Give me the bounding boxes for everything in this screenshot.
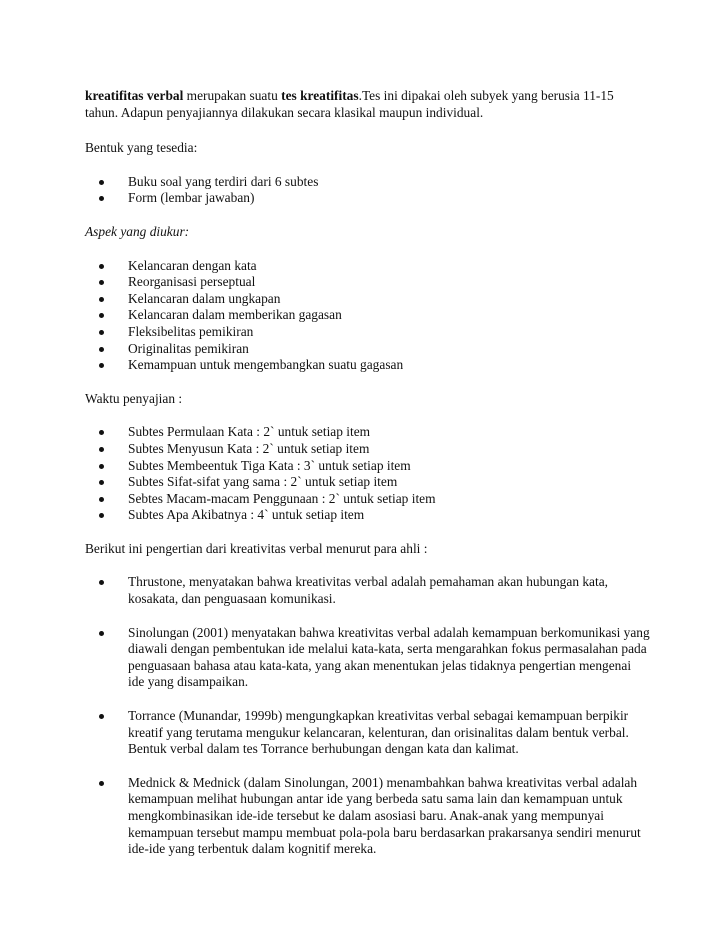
list-item	[85, 708, 650, 758]
list-item-text: Sebtes Macam-macam Penggunaan : 2` untuk setiap item	[128, 490, 436, 506]
list-item-text: Kelancaran dengan kata	[128, 257, 257, 273]
intro-rest: .Tes ini dipakai oleh subyek yang berusia 11-15 tahun. Adapun penyajiannya dilakukan secara klasikal maupun individual.	[85, 88, 614, 120]
list-item	[85, 474, 650, 491]
list-item	[85, 258, 650, 275]
bullet-icon	[99, 180, 104, 185]
bullet-icon	[99, 480, 104, 485]
forms-list	[85, 174, 650, 207]
bullet-icon	[99, 196, 104, 201]
list-item	[85, 424, 650, 441]
list-item	[85, 491, 650, 508]
list-item-text: Form (lembar jawaban)	[128, 190, 255, 206]
list-item	[85, 458, 650, 475]
bullet-icon	[99, 631, 104, 636]
list-item-text: Mednick & Mednick (dalam Sinolungan, 2001) menambahkan bahwa kreativitas verbal adalah kemampuan melihat hubungan antar ide yang berbeda satu sama lain dan kemampuan untuk mengkombinasikan ide-ide tersebut ke dalam asosiasi baru. Anak-anak yang mempunyai kemampuan tersebut mampu membuat pola-pola baru berdasarkan prakarsanya sendiri menurut ide-ide yang terbentuk dalam kognitif mereka.	[128, 774, 641, 857]
list-item	[85, 441, 650, 458]
bullet-icon	[99, 313, 104, 318]
list-item-text: Thrustone, menyatakan bahwa kreativitas verbal adalah pemahaman akan hubungan kata, kosakata, dan penguasaan komunikasi.	[128, 574, 609, 607]
list-item	[85, 307, 650, 324]
list-item	[85, 625, 650, 691]
list-item-text: Subtes Sifat-sifat yang sama : 2` untuk setiap item	[128, 474, 398, 490]
list-item-text: Subtes Apa Akibatnya : 4` untuk setiap item	[128, 507, 365, 523]
intro-test-name: tes kreatifitas	[281, 88, 359, 103]
timing-heading: Waktu penyajian :	[85, 390, 183, 406]
bullet-icon	[99, 464, 104, 469]
bullet-icon	[99, 363, 104, 368]
bullet-icon	[99, 430, 104, 435]
list-item	[85, 357, 650, 374]
definitions-heading: Berikut ini pengertian dari kreativitas verbal menurut para ahli :	[85, 540, 428, 556]
bullet-icon	[99, 297, 104, 302]
forms-heading: Bentuk yang tesedia:	[85, 140, 198, 156]
bullet-icon	[99, 580, 104, 585]
list-item	[85, 174, 650, 191]
list-item	[85, 507, 650, 524]
list-item-text: Torrance (Munandar, 1999b) mengungkapkan kreativitas verbal sebagai kemampuan berpikir kreatif yang terutama mengukur kelancaran, kelenturan, dan orisinalitas dalam bentuk verbal. Bentuk verbal dalam tes Torrance berhubungan dengan kata dan kalimat.	[128, 708, 629, 757]
list-item-text: Fleksibelitas pemikiran	[128, 323, 254, 339]
aspects-heading: Aspek yang diukur:	[85, 223, 190, 239]
bullet-icon	[99, 264, 104, 269]
list-item	[85, 291, 650, 308]
list-item-text: Originalitas pemikiran	[128, 340, 249, 356]
list-item-text: Reorganisasi perseptual	[128, 274, 256, 290]
list-item	[85, 341, 650, 358]
list-item-text: Sinolungan (2001) menyatakan bahwa kreativitas verbal adalah kemampuan berkomunikasi yang diawali dengan pembentukan ide melalui kata-kata, serta mengarahkan fokus permasalahan pada penguasaan bahasa atau kata-kata, yang akan menentukan jelas tidaknya pengertian mengenai ide yang disampaikan.	[128, 624, 650, 690]
list-item	[85, 775, 650, 858]
bullet-icon	[99, 447, 104, 452]
bullet-icon	[99, 513, 104, 518]
list-item	[85, 190, 650, 207]
bullet-icon	[99, 497, 104, 502]
list-item	[85, 574, 650, 607]
list-item	[85, 274, 650, 291]
list-item-text: Subtes Membeentuk Tiga Kata : 3` untuk setiap item	[128, 457, 411, 473]
list-item-text: Subtes Menyusun Kata : 2` untuk setiap item	[128, 440, 370, 456]
document-page	[85, 88, 650, 875]
list-item-text: Kelancaran dalam ungkapan	[128, 290, 281, 306]
list-item-text: Subtes Permulaan Kata : 2` untuk setiap item	[128, 424, 371, 440]
timing-list	[85, 424, 650, 524]
aspects-list	[85, 258, 650, 374]
bullet-icon	[99, 347, 104, 352]
bullet-icon	[99, 330, 104, 335]
list-item	[85, 324, 650, 341]
bullet-icon	[99, 781, 104, 786]
list-item-text: Kelancaran dalam memberikan gagasan	[128, 307, 342, 323]
intro-paragraph	[85, 88, 650, 121]
bullet-icon	[99, 280, 104, 285]
intro-term: kreatifitas verbal	[85, 88, 184, 103]
intro-mid: merupakan suatu	[183, 88, 282, 103]
list-item-text: Buku soal yang terdiri dari 6 subtes	[128, 173, 319, 189]
list-item-text: Kemampuan untuk mengembangkan suatu gagasan	[128, 357, 404, 373]
bullet-icon	[99, 714, 104, 719]
definitions-list	[85, 574, 650, 857]
